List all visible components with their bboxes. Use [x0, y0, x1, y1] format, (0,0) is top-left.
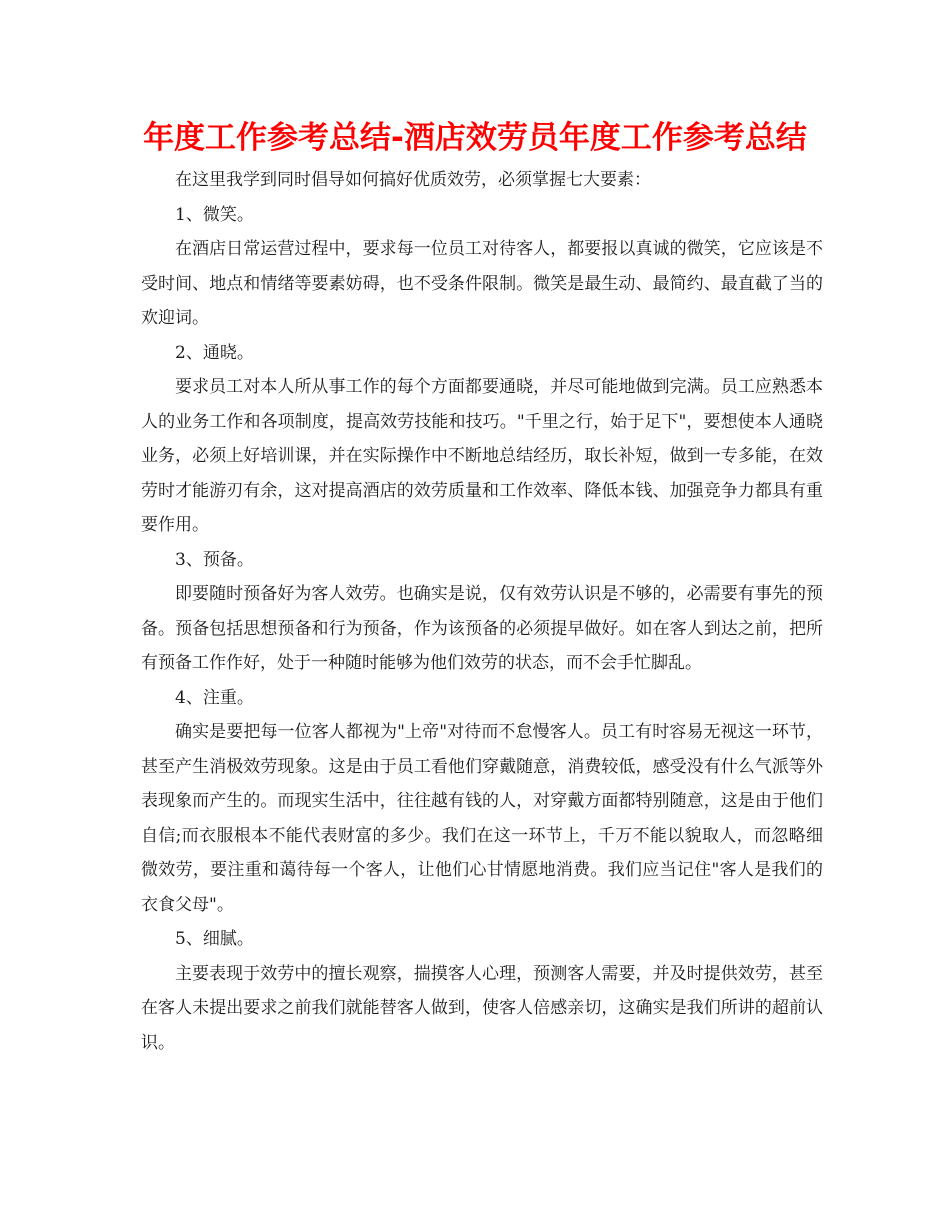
paragraph-preparation: 即要随时预备好为客人效劳。也确实是说，仅有效劳认识是不够的，必需要有事先的预备。预备包括思想预备和行为预备，作为该预备的必须提早做好。如在客人到达之前，把所有预备工作作好，处于一种随时能够为他们效劳的状态，而不会手忙脚乱。	[141, 584, 823, 673]
paragraph-intro: 在这里我学到同时倡导如何搞好优质效劳，必须掌握七大要素：	[175, 170, 651, 190]
section-heading-smile: 1、微笑。	[175, 204, 254, 225]
paragraph-smile: 在酒店日常运营过程中，要求每一位员工对待客人，都要报以真诚的微笑，它应该是不受时间、地点和情绪等要素妨碍，也不受条件限制。微笑是最生动、最简约、最直截了当的欢迎词。	[141, 239, 823, 328]
document-title: 年度工作参考总结-酒店效劳员年度工作参考总结	[143, 120, 807, 156]
section-heading-preparation: 3、预备。	[175, 549, 254, 570]
paragraph-meticulous: 主要表现于效劳中的擅长观察，揣摸客人心理，预测客人需要，并及时提供效劳，甚至在客人未提出要求之前我们就能替客人做到，使客人倍感亲切，这确实是我们所讲的超前认识。	[141, 963, 823, 1053]
section-heading-proficiency: 2、通晓。	[175, 342, 254, 363]
document-body	[141, 163, 823, 1060]
paragraph-proficiency: 要求员工对本人所从事工作的每个方面都要通晓，并尽可能地做到完满。员工应熟悉本人的业务工作和各项制度，提高效劳技能和技巧。"千里之行，始于足下"，要想使本人通晓业务，必须上好培训课，并在实际操作中不断地总结经历，取长补短，做到一专多能，在效劳时才能游刃有余，这对提高酒店的效劳质量和工作效率、降低本钱、加强竞争力都具有重要作用。	[141, 377, 823, 535]
section-heading-attention: 4、注重。	[175, 687, 254, 708]
section-heading-meticulous: 5、细腻。	[175, 929, 254, 949]
paragraph-attention: 确实是要把每一位客人都视为"上帝"对待而不怠慢客人。员工有时容易无视这一环节，甚至产生消极效劳现象。这是由于员工看他们穿戴随意，消费较低，感受没有什么气派等外表现象而产生的。而现实生活中，往往越有钱的人，对穿戴方面都特别随意，这是由于他们自信;而衣服根本不能代表财富的多少。我们在这一环节上，千万不能以貌取人，而忽略细微效劳，要注重和蔼待每一个客人，让他们心甘情愿地消费。我们应当记住"客人是我们的衣食父母"。	[141, 722, 823, 915]
